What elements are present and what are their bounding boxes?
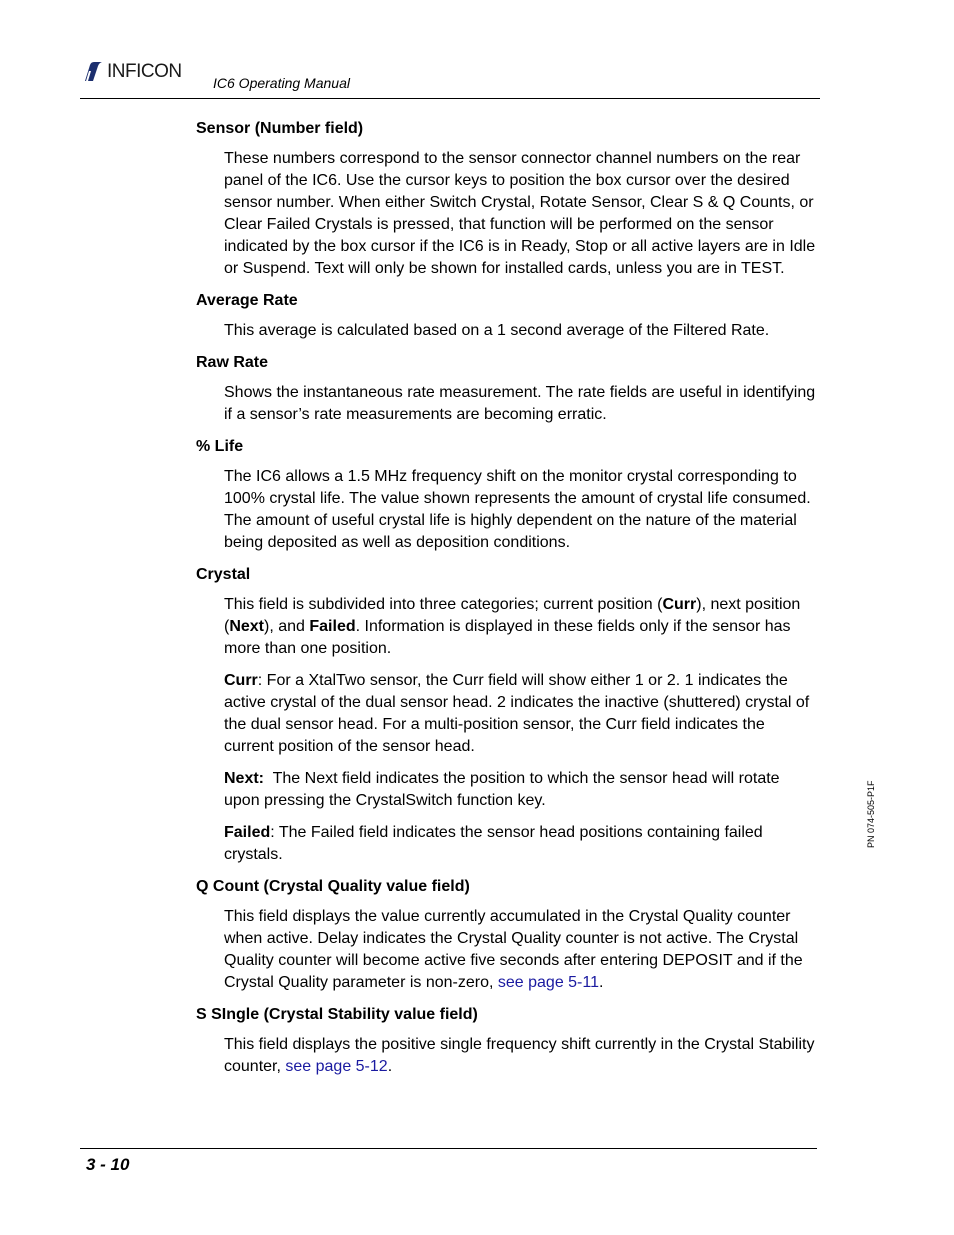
logo-text: INFICON [107,61,182,82]
bold-term: Failed [309,618,356,635]
section-heading: Q Count (Crystal Quality value field) [196,878,470,895]
section-q-count [196,876,816,994]
header-rule [80,98,820,99]
bold-term: Curr [224,672,258,689]
text: . [387,1058,393,1075]
text: The Next field indicates the position to which the sensor head will rotate upon pressing the CrystalSwitch function key. [224,770,785,809]
paragraph [224,822,816,866]
text: This field is subdivided into three categories; current position ( [224,596,663,613]
section-s-single [196,1004,816,1078]
section-life [196,436,816,554]
inficon-logo-icon [82,61,104,83]
paragraph: Shows the instantaneous rate measurement. The rate fields are useful in identifying if a sensor’s rate measurements are becoming erratic. [224,384,816,423]
paragraph [224,906,816,994]
section-raw-rate [196,352,816,426]
paragraph [224,1034,816,1078]
part-number: PN 074-505-P1F [866,780,876,848]
document-title: IC6 Operating Manual [213,75,350,91]
bold-term: Failed [224,824,271,841]
text: . [599,974,604,991]
text: ), next position ( [224,596,801,635]
paragraph [224,670,816,758]
bold-term: Next [229,618,265,635]
section-heading: % Life [196,438,244,455]
bold-term: Next: [224,770,265,787]
paragraph [224,768,816,812]
section-heading: Crystal [196,566,251,583]
inficon-logo [82,60,182,84]
page-link[interactable]: see page 5-12 [285,1058,388,1075]
text: : For a XtalTwo sensor, the Curr field will show either 1 or 2. 1 indicates the active crystal of the dual sensor head. 2 indicates the inactive (shuttered) crystal of the dual sensor head. For a multi-position sensor, the Curr field indicates the current position of the sensor head. [224,672,810,755]
page-number: 3 - 10 [86,1155,130,1174]
bold-term: Curr [662,596,697,613]
footer-rule [80,1148,817,1149]
section-heading: S SIngle (Crystal Stability value field) [196,1006,478,1023]
text: ), and [264,618,310,635]
text: This field displays the positive single frequency shift currently in the Crystal Stability counter, [224,1036,815,1075]
section-heading: Raw Rate [196,354,269,371]
section-average-rate [196,290,816,342]
paragraph: The IC6 allows a 1.5 MHz frequency shift on the monitor crystal corresponding to 100% crystal life. The value shown represents the amount of crystal life consumed. The amount of useful crystal life is highly dependent on the nature of the material being deposited as well as deposition conditions. [224,468,811,551]
section-sensor [196,118,816,280]
section-heading: Average Rate [196,292,298,309]
page-content [196,118,816,1088]
text: . Information is displayed in these fields only if the sensor has more than one position. [224,618,791,657]
paragraph [224,594,816,660]
section-heading: Sensor (Number field) [196,120,364,137]
page-link[interactable]: see page 5-11 [497,974,599,991]
text: : The Failed field indicates the sensor head positions containing failed crystals. [224,824,763,863]
section-crystal [196,564,816,866]
paragraph: This average is calculated based on a 1 second average of the Filtered Rate. [224,322,770,339]
paragraph: These numbers correspond to the sensor connector channel numbers on the rear panel of the IC6. Use the cursor keys to position the box cursor over the desired sensor number. When either Switch Crystal, Rotate Sensor, Clear S & Q Counts, or Clear Failed Crystals is pressed, that function will be performed on the sensor indicated by the box cursor if the IC6 is in Ready, Stop or all active layers are in Idle or Suspend. Text will only be shown for installed cards, unless you are in TEST. [224,150,816,277]
text: This field displays the value currently accumulated in the Crystal Quality counter when active. Delay indicates the Crystal Quality counter is not active. The Crystal Quality counter will become active five seconds after entering DEPOSIT and if the Crystal Quality parameter is non-zero, [224,908,803,991]
